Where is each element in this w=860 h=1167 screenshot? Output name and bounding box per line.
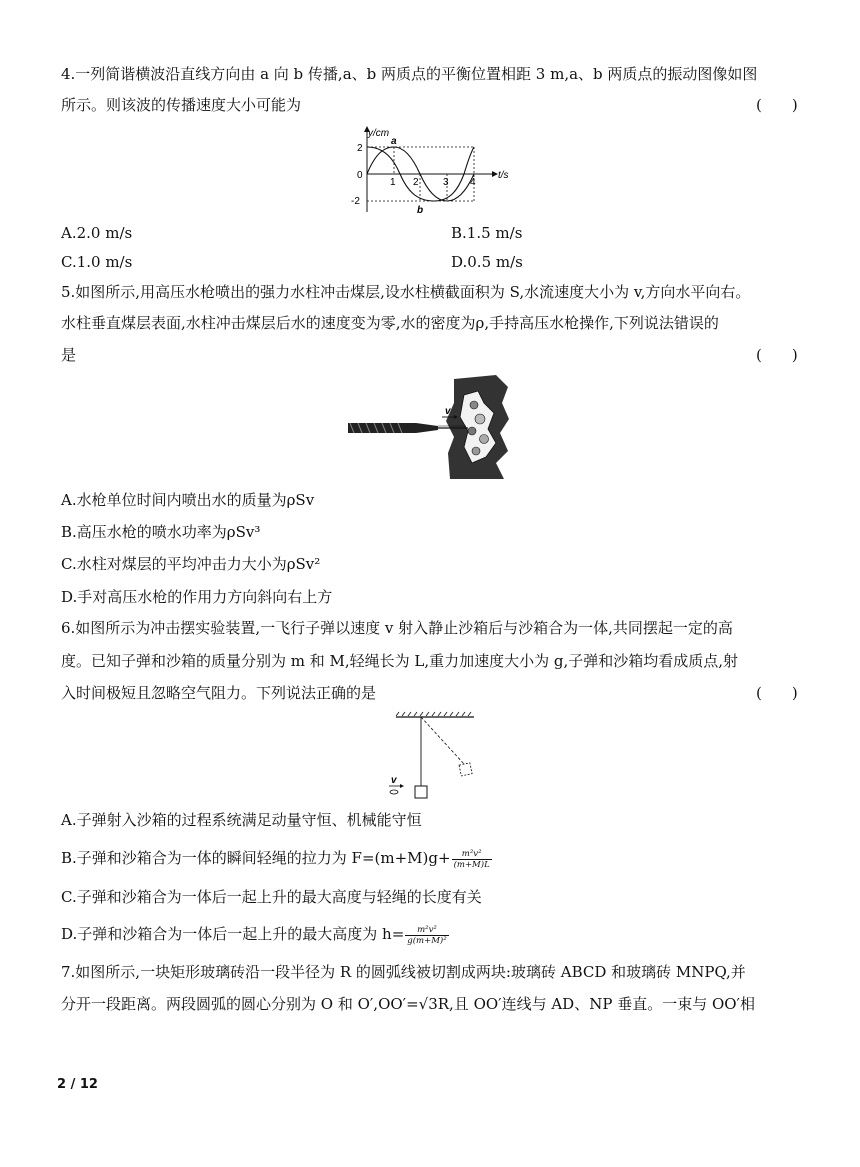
q6-option-b — [61, 848, 492, 870]
q6-stem-line3: 入时间极短且忽略空气阻力。下列说法正确的是 — [61, 684, 377, 702]
q4-graph-ylabel: y/cm — [368, 128, 390, 139]
q4-graph-label-a: a — [391, 136, 397, 147]
q4-graph-ytick-2: 2 — [357, 143, 363, 154]
q5-fig-label-v: v — [445, 406, 451, 417]
page-number: 2 / 12 — [57, 1077, 98, 1092]
q4-graph-xlabel: t/s — [498, 170, 509, 181]
q4-answer-bracket: ( ) — [756, 96, 798, 114]
q6-option-d — [61, 924, 449, 946]
q6-option-b-fraction — [452, 849, 492, 870]
q4-option-d: D.0.5 m/s — [451, 253, 523, 271]
q5-water-gun-figure — [346, 373, 531, 481]
q7-stem-line2: 分开一段距离。两段圆弧的圆心分别为 O 和 O′,OO′=√3R,且 OO′连线与 AD、NP 垂直。一束与 OO′相 — [61, 995, 755, 1013]
q6-option-b-denominator: (m+M)L — [453, 859, 490, 870]
q6-option-d-denominator: g(m+M)² — [407, 935, 447, 946]
q4-graph-xtick-1: 1 — [390, 177, 396, 188]
q5-option-a: A.水枪单位时间内喷出水的质量为ρSv — [61, 491, 315, 509]
q4-graph-xtick-2: 2 — [413, 177, 419, 188]
q5-option-c: C.水柱对煤层的平均冲击力大小为ρSv² — [61, 555, 321, 573]
q6-option-b-numerator: m²v² — [452, 849, 492, 860]
q4-stem-line2: 所示。则该波的传播速度大小可能为 — [61, 96, 302, 114]
q4-option-b: B.1.5 m/s — [451, 224, 523, 242]
q5-option-b: B.高压水枪的喷水功率为ρSv³ — [61, 523, 261, 541]
q6-option-d-fraction — [405, 925, 448, 946]
q5-stem-line3: 是 — [61, 346, 77, 364]
q6-option-a: A.子弹射入沙箱的过程系统满足动量守恒、机械能守恒 — [61, 811, 422, 829]
q6-answer-bracket: ( ) — [756, 684, 798, 702]
q4-graph-xtick-3: 3 — [443, 177, 449, 188]
q6-ballistic-pendulum-figure — [378, 708, 490, 802]
q4-option-c: C.1.0 m/s — [61, 253, 133, 271]
q4-graph-ytick-neg2: -2 — [351, 196, 360, 207]
q6-option-d-text: D.子弹和沙箱合为一体后一起上升的最大高度为 h= — [61, 925, 405, 943]
q5-stem-line2: 水柱垂直煤层表面,水柱冲击煤层后水的速度变为零,水的密度为ρ,手持高压水枪操作,下列说法错误的 — [61, 314, 719, 332]
q5-option-d: D.手对高压水枪的作用力方向斜向右上方 — [61, 588, 333, 606]
q6-option-b-text: B.子弹和沙箱合为一体的瞬间轻绳的拉力为 F=(m+M)g+ — [61, 849, 451, 867]
q4-vibration-graph — [340, 124, 520, 216]
q6-fig-label-v: v — [391, 775, 397, 786]
q5-stem-line1: 5.如图所示,用高压水枪喷出的强力水柱冲击煤层,设水柱横截面积为 S,水流速度大小为 v,方向水平向右。 — [61, 283, 751, 301]
q6-stem-line2: 度。已知子弹和沙箱的质量分别为 m 和 M,轻绳长为 L,重力加速度大小为 g,子弹和沙箱均看成质点,射 — [61, 652, 739, 670]
q4-option-a: A.2.0 m/s — [61, 224, 133, 242]
q4-graph-ytick-0: 0 — [357, 170, 363, 181]
q4-graph-label-b: b — [417, 205, 424, 216]
q5-answer-bracket: ( ) — [756, 346, 798, 364]
q4-graph-xtick-4: 4 — [470, 177, 476, 188]
q7-stem-line1: 7.如图所示,一块矩形玻璃砖沿一段半径为 R 的圆弧线被切割成两块:玻璃砖 ABCD 和玻璃砖 MNPQ,并 — [61, 963, 746, 981]
q4-stem-line1: 4.一列简谐横波沿直线方向由 a 向 b 传播,a、b 两质点的平衡位置相距 3 m,a、b 两质点的振动图像如图 — [61, 65, 758, 83]
q6-stem-line1: 6.如图所示为冲击摆实验装置,一飞行子弹以速度 v 射入静止沙箱后与沙箱合为一体,共同摆起一定的高 — [61, 619, 733, 637]
q6-option-d-numerator: m²v² — [405, 925, 448, 936]
q6-option-c: C.子弹和沙箱合为一体后一起上升的最大高度与轻绳的长度有关 — [61, 888, 482, 906]
